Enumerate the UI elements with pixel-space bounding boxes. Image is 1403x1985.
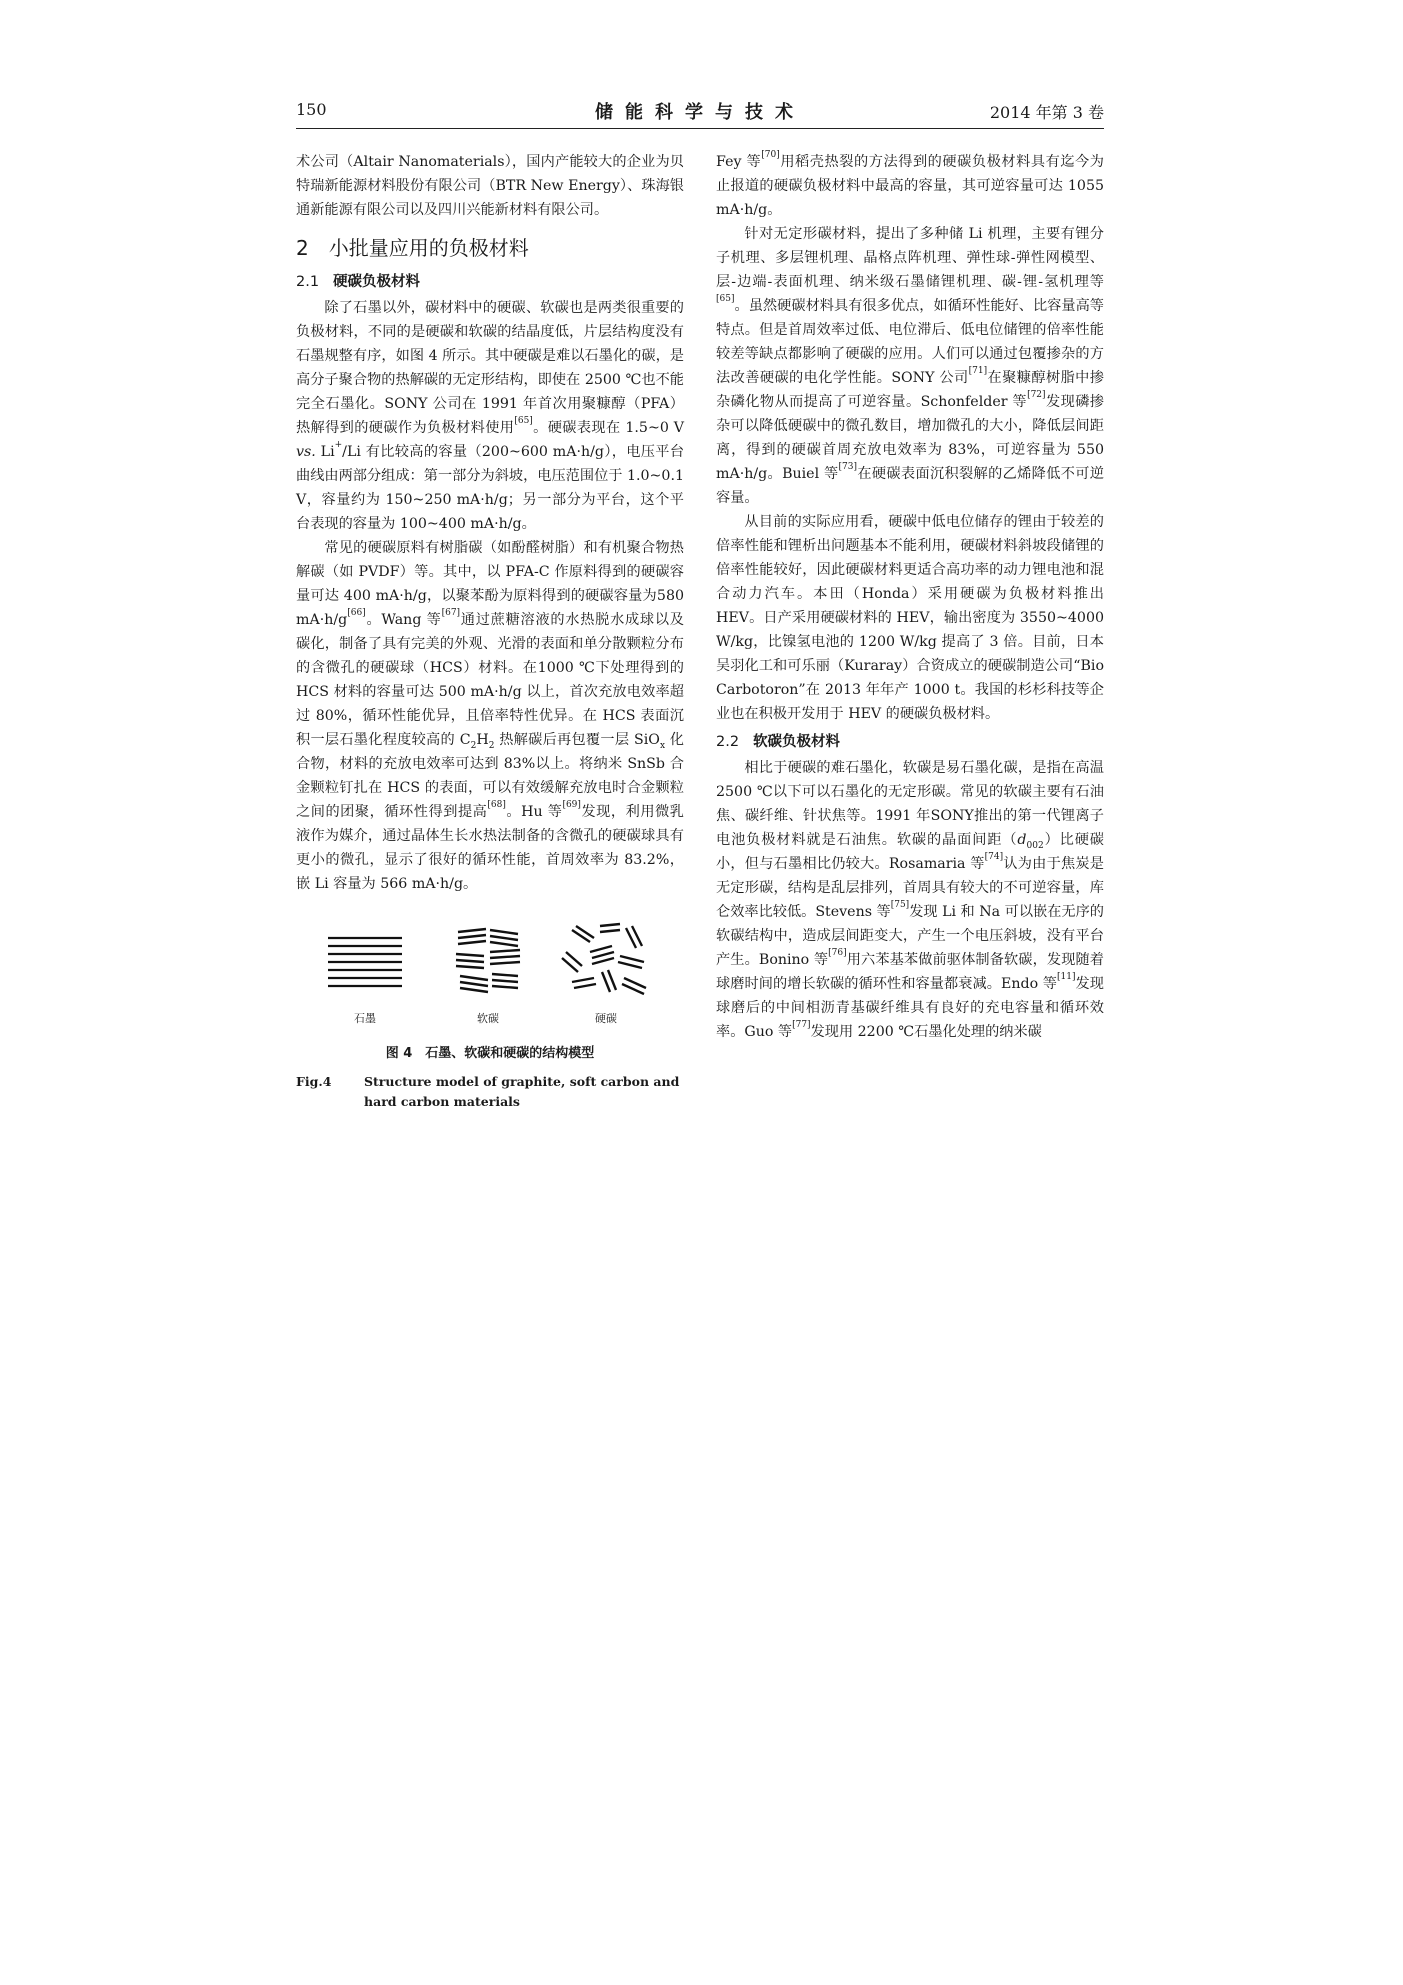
- figure-caption-zh: 图 4 石墨、软碳和硬碳的结构模型: [385, 1046, 595, 1061]
- structure-model-diagram: [310, 922, 670, 1034]
- figure-4: [296, 922, 684, 1112]
- paragraph: 除了石墨以外，碳材料中的硬碳、软碳也是两类很重要的负极材料，不同的是硬碳和软碳的结晶度低，片层结构度没有石墨规整有序，如图 4 所示。其中硬碳是难以石墨化的碳，是高分子聚合物的热解碳的无定形结构，即使在 2500 ℃也不能完全石墨化。SONY 公司在 1991 年首次用聚糠醇（PFA）热解得到的硬碳作为负极材料使用[65]。硬碳表现在 1.5~0 V vs. Li+/Li 有比较高的容量（200~600 mA·h/g），电压平台曲线由两部分组成：第一部分为斜坡，电压范围位于 1.0~0.1 V，容量约为 150~250 mA·h/g；另一部分为平台，这个平台表现的容量为 100~400 mA·h/g。: [296, 300, 685, 532]
- subsection-heading: [296, 270, 684, 294]
- citation: [65]: [514, 416, 533, 426]
- paragraph: Fey 等[70]用稻壳热裂的方法得到的硬碳负极材料具有迄今为止报道的硬碳负极材料中最高的容量，其可逆容量可达 1055 mA·h/g。: [716, 150, 1104, 218]
- citation: [70]: [761, 150, 780, 160]
- citation: [74]: [984, 852, 1004, 862]
- paragraph: 针对无定形碳材料，提出了多种储 Li 机理，主要有锂分子机理、多层锂机理、晶格点阵机理、弹性球-弹性网模型、层-边端-表面机理、纳米级石墨储锂机理、碳-锂-氢机理等[65]。虽然硬碳材料具有很多优点，如循环性能好、比容量高等特点。但是首周效率过低、电位滞后、低电位储锂的倍率性能较差等缺点都影响了硬碳的应用。人们可以通过包覆掺杂的方法改善硬碳的电化学性能。SONY 公司[71]在聚糠醇树脂中掺杂磷化物从而提高了可逆容量。Schonfelder 等[72]发现磷掺杂可以降低硬碳中的微孔数目，增加微孔的大小，降低层间距离，得到的硬碳首周充放电效率为 83%，可逆容量为 550 mA·h/g。Buiel 等[73]在硬碳表面沉积裂解的乙烯降低不可逆容量。: [716, 226, 1104, 506]
- citation: [71]: [968, 366, 988, 376]
- soft-carbon-model: [456, 929, 520, 992]
- paragraph: 术公司（Altair Nanomaterials），国内产能较大的企业为贝特瑞新能源材料股份有限公司（BTR New Energy）、珠海银通新能源有限公司以及四川兴能新材料有限公司。: [296, 154, 684, 218]
- citation: [66]: [347, 608, 366, 618]
- citation: [69]: [562, 800, 581, 810]
- citation: [67]: [441, 608, 461, 618]
- journal-title: 储能科学与技术: [595, 102, 805, 123]
- paragraph: 从目前的实际应用看，硬碳中低电位储存的锂由于较差的倍率性能和锂析出问题基本不能利用，硬碳材料斜坡段储锂的倍率性能较好，因此硬碳材料更适合高功率的动力锂电池和混合动力汽车。本田（Honda）采用硬碳为负极材料推出 HEV。日产采用硬碳材料的 HEV，输出密度为 3550~4000 W/kg，比镍氢电池的 1200 W/kg 提高了 3 倍。目前，日本吴羽化工和可乐丽（Kuraray）合资成立的硬碳制造公司“Bio Carbotoron”在 2013 年年产 1000 t。我国的杉杉科技等企业也在积极开发用于 HEV 的硬碳负极材料。: [716, 514, 1104, 722]
- figure-label: Fig.4: [296, 1074, 332, 1089]
- hard-carbon-model: [562, 924, 646, 994]
- left-column: [296, 150, 684, 1112]
- citation: [72]: [1027, 390, 1046, 400]
- label-graphite: 石墨: [354, 1012, 376, 1025]
- citation: [73]: [838, 462, 857, 472]
- paragraph: 常见的硬碳原料有树脂碳（如酚醛树脂）和有机聚合物热解碳（如 PVDF）等。其中，以 PFA-C 作原料得到的硬碳容量可达 400 mA·h/g，以聚苯酚为原料得到的硬碳容量为580 mA·h/g[66]。Wang 等[67]通过蔗糖溶液的水热脱水成球以及碳化，制备了具有完美的外观、光滑的表面和单分散颗粒分布的含微孔的硬碳球（HCS）材料。在1000 ℃下处理得到的 HCS 材料的容量可达 500 mA·h/g 以上，首次充放电效率超过 80%，循环性能优异，且倍率特性优异。在 HCS 表面沉积一层石墨化程度较高的 $C_2H_2$ 热解碳后再包覆一层 SiO$_x$ 化合物，材料的充放电效率可达到 83%以上。将纳米 SnSb 合金颗粒钉扎在 HCS 的表面，可以有效缓解充放电时合金颗粒之间的团聚，循环性得到提高[68]。Hu 等[69]发现，利用微乳液作为媒介，通过晶体生长水热法制备的含微孔的硬碳球具有更小的微孔，显示了很好的循环性能，首周效率为 83.2%，嵌 Li 容量为 566 mA·h/g。: [296, 540, 684, 892]
- citation: [68]: [487, 800, 506, 810]
- section-heading: [296, 234, 684, 262]
- section-title: 小批量应用的负极材料: [328, 236, 529, 260]
- citation: [77]: [792, 1020, 811, 1030]
- paragraph: 相比于硬碳的难石墨化，软碳是易石墨化碳，是指在高温 2500 ℃以下可以石墨化的无定形碳。常见的软碳主要有石油焦、碳纤维、针状焦等。1991 年SONY推出的第一代锂离子电池负极材料就是石油焦。软碳的晶面间距$(d_{002})$比硬碳小，但与石墨相比仍较大。Rosamaria 等[74]认为由于焦炭是无定形碳，结构是乱层排列，首周具有较大的不可逆容量，库仑效率比较低。Stevens 等[75]发现 Li 和 Na 可以嵌在无序的软碳结构中，造成层间距变大，产生一个电压斜坡，没有平台产生。Bonino 等[76]用六苯基苯做前驱体制备软碳，发现随着球磨时间的增长软碳的循环性和容量都衰减。Endo 等[11]发现球磨后的中间相沥青基碳纤维具有良好的充电容量和循环效率。Guo 等[77]发现用 2200 ℃石墨化处理的纳米碳: [716, 760, 1104, 1040]
- section-number: 2: [296, 236, 309, 260]
- page-number: 150: [296, 100, 327, 119]
- citation: [65]: [716, 294, 735, 304]
- label-soft-carbon: 软碳: [477, 1012, 499, 1025]
- running-header: [296, 98, 1104, 129]
- label-hard-carbon: 硬碳: [595, 1012, 617, 1025]
- year-volume: 2014 年第 3 卷: [989, 103, 1104, 122]
- citation: [11]: [1056, 972, 1076, 982]
- citation: [75]: [890, 900, 910, 910]
- subsection-number: 2.2: [716, 734, 740, 750]
- subsection-heading: [716, 730, 1104, 754]
- subsection-number: 2.1: [296, 274, 320, 290]
- subsection-title: 软碳负极材料: [753, 734, 841, 750]
- citation: [76]: [828, 948, 847, 958]
- figure-caption-en: Fig.4 Structure model of graphite, soft carbon and hard carbon materials: [296, 1074, 680, 1109]
- subsection-title: 硬碳负极材料: [333, 274, 421, 290]
- right-column: [716, 150, 1104, 1044]
- graphite-model: [328, 938, 402, 986]
